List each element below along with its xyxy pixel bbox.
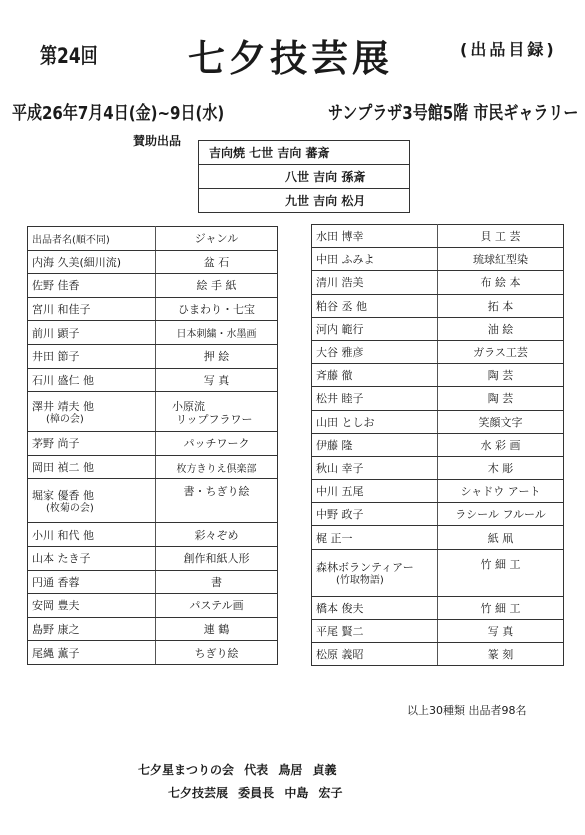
exhibitor-genre: 琉球紅型染 [438,248,564,271]
exhibitor-name: 宮川 和佳子 [28,297,156,321]
table-row [312,317,564,340]
page-title: 七夕技芸展 [188,37,393,80]
exhibitor-name: 岡田 禎二 他 [28,455,156,479]
table-row [28,641,278,665]
exhibition-venue: サンプラザ3号館5階 市民ギャラリー [328,102,579,124]
exhibitor-genre: 盆 石 [156,250,278,274]
exhibitor-genre: 篆 刻 [438,643,564,666]
table-row [28,368,278,392]
exhibitor-group: (樟の会) [46,413,84,425]
exhibitor-name: 粕谷 丞 他 [312,294,438,317]
exhibitor-genre: 枚方きりえ倶楽部 [156,455,278,479]
exhibitor-genre: 陶 芸 [438,387,564,410]
table-row [28,321,278,345]
table-row [312,619,564,642]
edition-label: 第24回 [40,44,98,70]
table-row [312,643,564,666]
exhibitor-name: 清川 浩美 [312,271,438,294]
exhibitor-genre: 日本刺繍・水墨画 [156,321,278,345]
exhibitor-name: 大谷 雅彦 [312,340,438,363]
exhibitor-name-cell [28,392,156,432]
table-row [312,549,564,596]
table-row [312,596,564,619]
table-row [312,294,564,317]
column-header-genre: ジャンル [156,227,278,251]
exhibitor-name: 松井 睦子 [312,387,438,410]
sponsor-table [198,140,410,213]
table-row [28,274,278,298]
table-row [199,165,410,189]
column-header-name: 出品者名(順不同) [28,227,156,251]
table-header-row [28,227,278,251]
exhibitor-genre: 拓 本 [438,294,564,317]
exhibitor-table-left [27,226,278,665]
exhibitor-name: 梶 正一 [312,526,438,549]
sponsor-label: 賛助出品 [133,134,182,148]
table-row [28,432,278,456]
exhibitor-genre: 写 真 [438,619,564,642]
footer-committee: 七夕技芸展 委員長 中島 宏子 [168,786,343,800]
exhibitor-genre: 書・ちぎり絵 [156,479,278,523]
table-row [28,570,278,594]
exhibitor-genre: 竹 細 工 [438,596,564,619]
exhibitor-genre: ちぎり絵 [156,641,278,665]
table-row [28,617,278,641]
table-row [28,297,278,321]
exhibitor-name: 森林ボランティアー [316,560,414,574]
exhibitor-name: 橋本 俊夫 [312,596,438,619]
exhibitor-group: (竹取物語) [336,574,384,586]
table-row [312,271,564,294]
exhibitor-genre: 絵 手 紙 [156,274,278,298]
exhibitor-name: 水田 博幸 [312,225,438,248]
table-row [312,364,564,387]
table-row [28,250,278,274]
sponsor-row: 八世 吉向 孫斎 [199,165,410,189]
exhibitor-name: 前川 顕子 [28,321,156,345]
exhibitor-genre-cell [156,392,278,432]
footer-organizer: 七夕星まつりの会 代表 鳥居 貞義 [138,763,337,777]
exhibitor-group: (枚菊の会) [46,502,94,514]
table-row [28,392,278,432]
summary-text: 以上30種類 出品者98名 [407,704,527,717]
exhibitor-name: 河内 範行 [312,317,438,340]
exhibitor-genre: 書 [156,570,278,594]
exhibitor-name: 澤井 靖夫 他 [32,399,94,413]
exhibitor-genre: 紙 凧 [438,526,564,549]
exhibitor-name: 斉藤 徹 [312,364,438,387]
exhibitor-genre: 彩々ぞめ [156,523,278,547]
exhibitor-name: 中田 ふみよ [312,248,438,271]
exhibitor-name: 井田 節子 [28,344,156,368]
exhibitor-genre: シャドウ アート [438,480,564,503]
exhibitor-genre: 油 絵 [438,317,564,340]
table-row [199,189,410,213]
exhibitor-name: 秋山 幸子 [312,456,438,479]
exhibitor-genre: ひまわり・七宝 [156,297,278,321]
table-row [312,225,564,248]
exhibitor-genre: 創作和紙人形 [156,546,278,570]
table-row [28,479,278,523]
exhibitor-name: 小川 和代 他 [28,523,156,547]
table-row [312,248,564,271]
exhibitor-genre: 笑顔文字 [438,410,564,433]
exhibitor-genre: 木 彫 [438,456,564,479]
exhibitor-genre: 布 絵 本 [438,271,564,294]
exhibitor-genre: 写 真 [156,368,278,392]
exhibitor-genre-detail: リップフラワー [176,412,253,426]
exhibitor-name: 島野 康之 [28,617,156,641]
exhibitor-name: 石川 盛仁 他 [28,368,156,392]
exhibition-dates: 平成26年7月4日(金)~9日(水) [12,102,225,124]
table-row [312,503,564,526]
exhibitor-name: 佐野 佳香 [28,274,156,298]
sponsor-row: 吉向焼 七世 吉向 蕃斎 [199,141,410,165]
table-row [312,480,564,503]
exhibitor-genre: 貝 工 芸 [438,225,564,248]
exhibitor-name: 中川 五尾 [312,480,438,503]
exhibitor-name: 尾縄 薫子 [28,641,156,665]
table-row [312,456,564,479]
table-row [199,141,410,165]
page-subtitle: (出品目録) [460,40,557,59]
exhibitor-genre: 連 鶴 [156,617,278,641]
exhibitor-name: 松原 義昭 [312,643,438,666]
table-row [312,340,564,363]
exhibitor-name: 中野 政子 [312,503,438,526]
exhibitor-name: 伊藤 隆 [312,433,438,456]
exhibitor-genre: パッチワーク [156,432,278,456]
exhibitor-name: 円通 香蓉 [28,570,156,594]
table-row [312,433,564,456]
exhibitor-name: 山田 としお [312,410,438,433]
exhibitor-name: 茅野 尚子 [28,432,156,456]
exhibitor-name-cell [28,479,156,523]
table-row [28,455,278,479]
table-row [28,523,278,547]
exhibitor-genre: ガラス工芸 [438,340,564,363]
exhibitor-name: 堀家 優香 他 [32,488,94,502]
exhibitor-genre: パステル画 [156,594,278,618]
exhibitor-table-right [311,224,564,666]
table-row [312,410,564,433]
exhibitor-name: 安岡 豊夫 [28,594,156,618]
exhibitor-genre: ラシール フルール [438,503,564,526]
table-row [28,344,278,368]
exhibitor-genre: 小原流 [172,399,205,413]
table-row [312,387,564,410]
exhibitor-genre: 陶 芸 [438,364,564,387]
exhibitor-name: 平尾 賢二 [312,619,438,642]
exhibitor-name: 内海 久美(細川流) [28,250,156,274]
table-row [312,526,564,549]
exhibitor-name: 山本 たき子 [28,546,156,570]
exhibitor-name-cell [312,549,438,596]
exhibitor-genre: 竹 細 工 [438,549,564,596]
table-row [28,546,278,570]
table-row [28,594,278,618]
sponsor-row: 九世 吉向 松月 [199,189,410,213]
exhibitor-genre: 水 彩 画 [438,433,564,456]
exhibitor-genre: 押 絵 [156,344,278,368]
